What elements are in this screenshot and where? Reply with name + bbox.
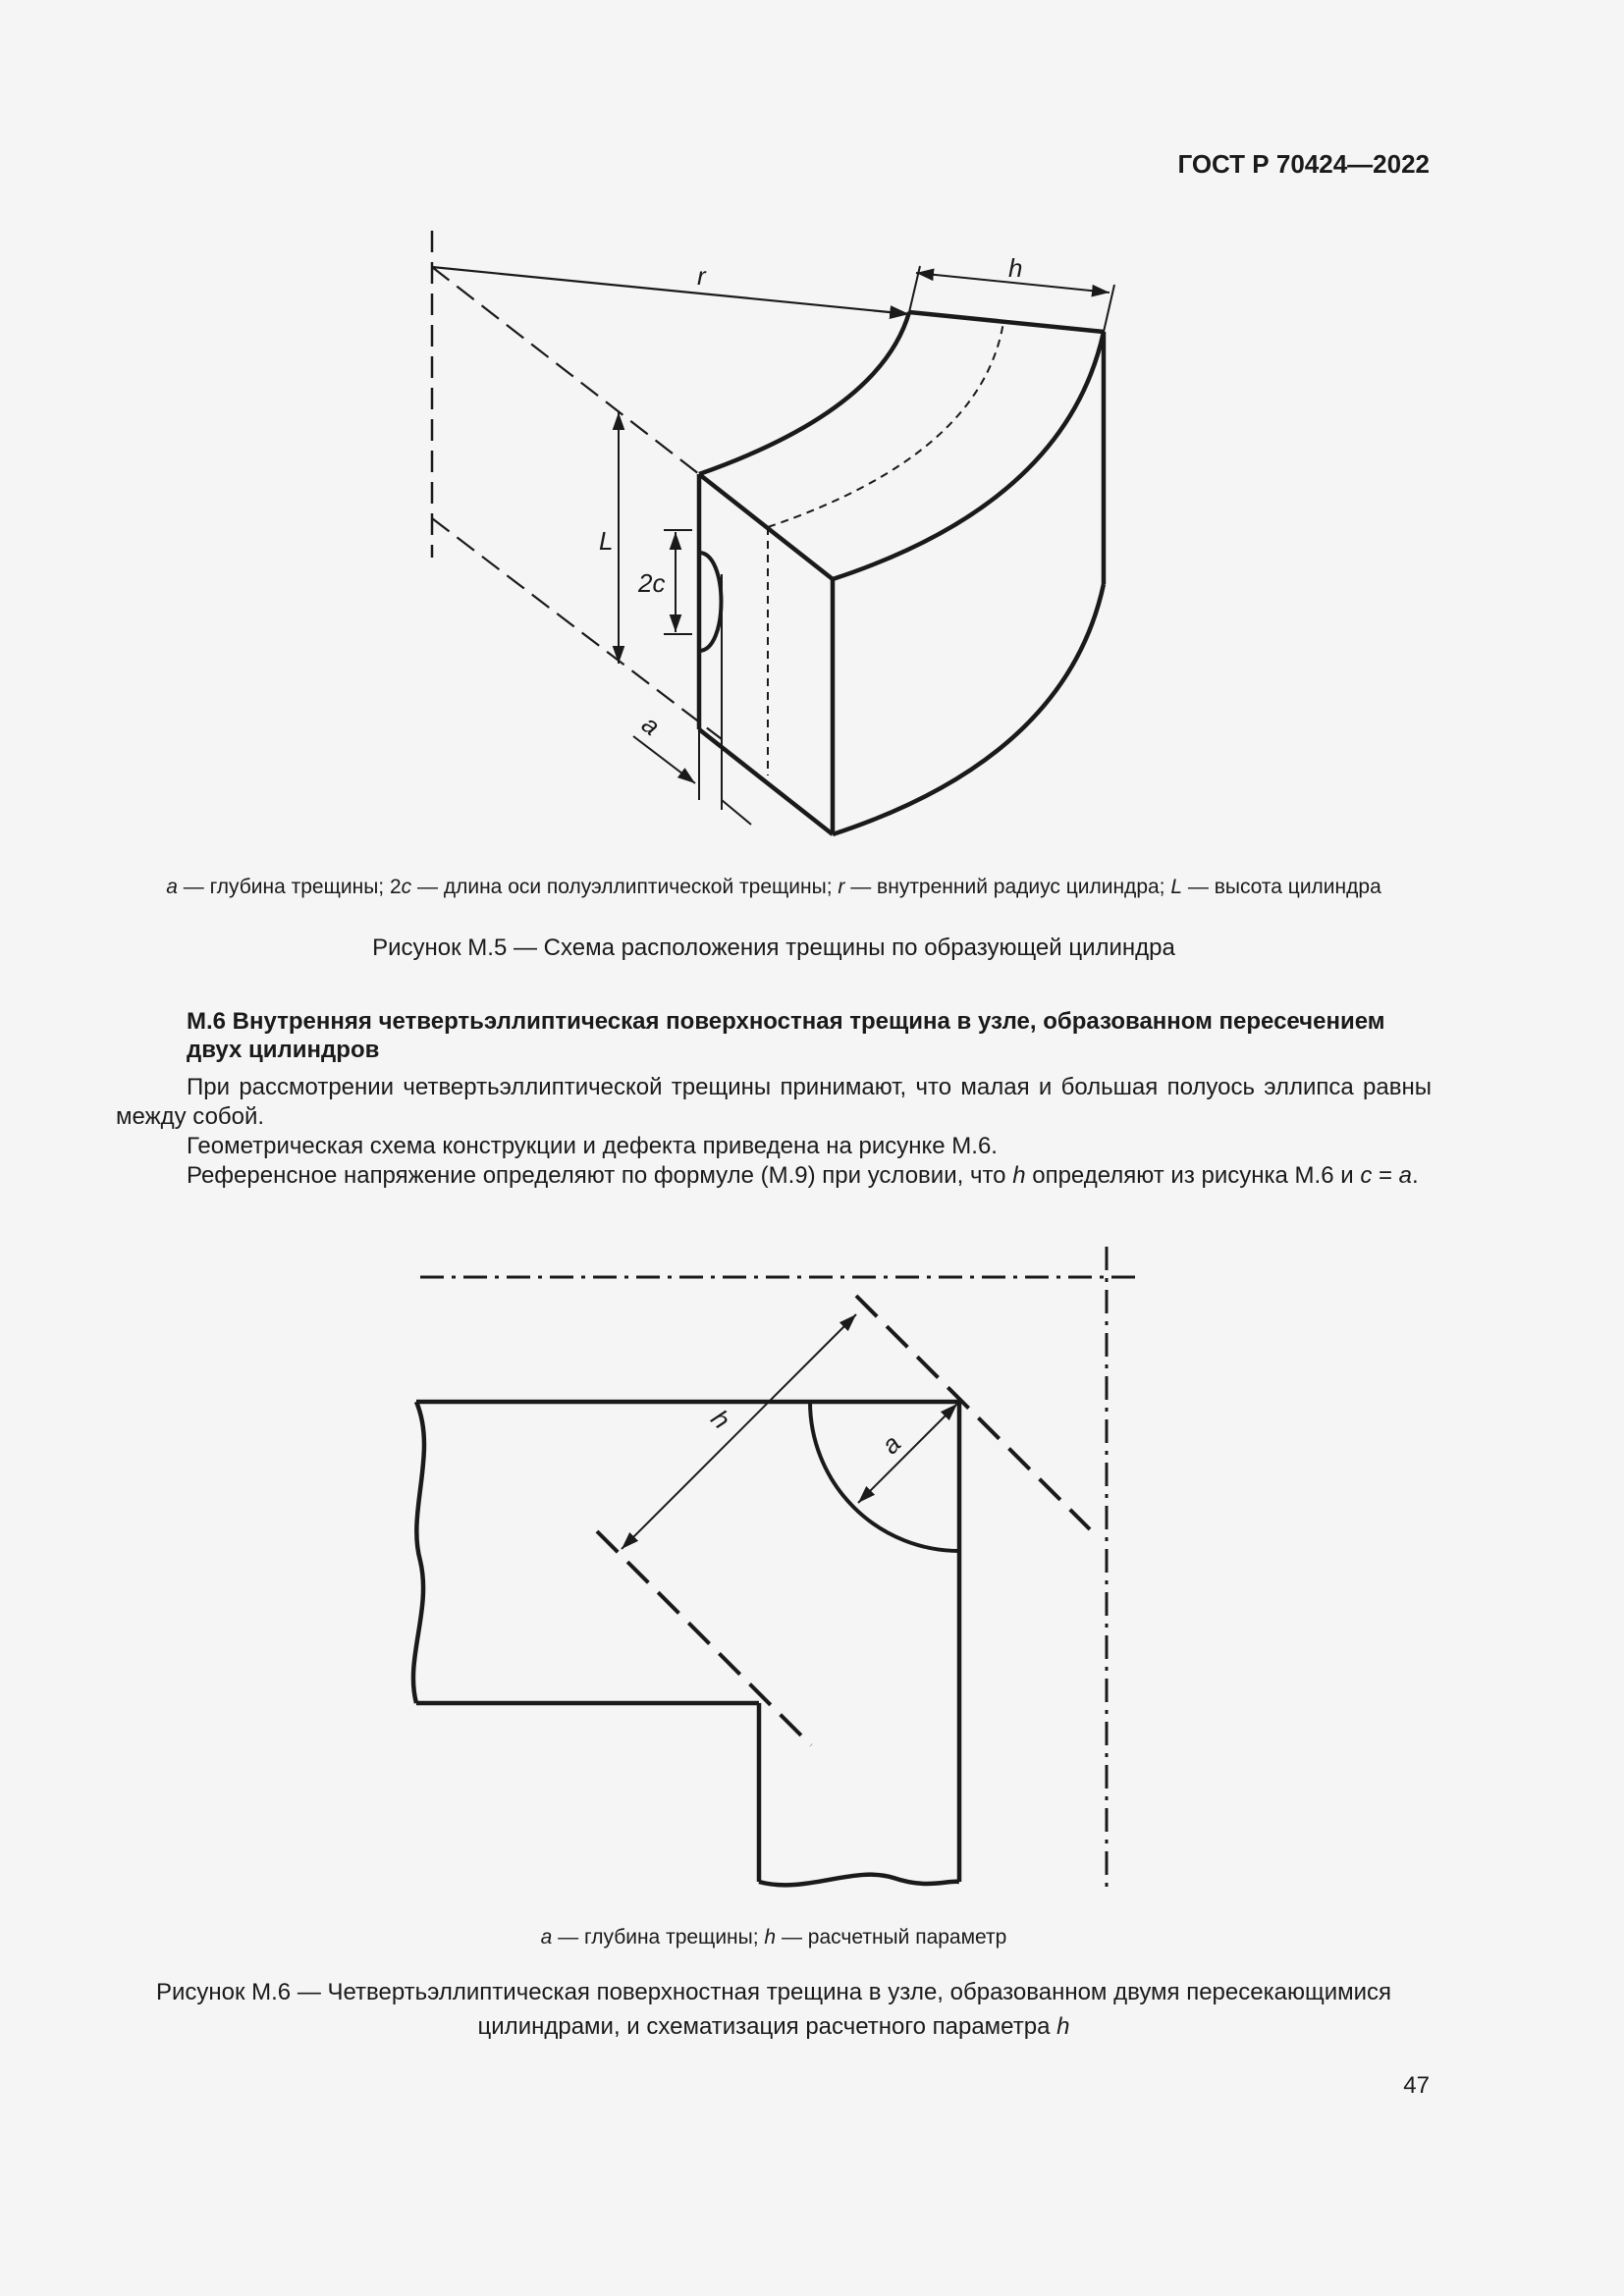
page-number: 47 [1403, 2072, 1430, 2099]
dashed-line-outer [856, 1296, 1090, 1529]
label-h: h [1008, 253, 1023, 283]
break-left [413, 1402, 424, 1703]
label-a: a [636, 709, 666, 742]
section-m6-title: М.6 Внутренняя четвертьэллиптическая поверхностная трещина в узле, образованном пересечением двух цилиндров [187, 1008, 1385, 1063]
paragraph-1: При рассмотрении четвертьэллиптической трещины принимают, что малая и большая полуось эллипса равны между собой. [116, 1074, 1432, 1130]
figure-m6-legend: a — глубина трещины; h — расчетный параметр [540, 1926, 1007, 1949]
label-2c: 2c [638, 568, 666, 598]
figure-m6-caption: Рисунок М.6 — Четвертьэллиптическая поверхностная трещина в узле, образованном двумя пересекающимися цилиндрами, и схематизация расчетного параметра h [155, 1979, 1392, 2040]
label-a: a [875, 1428, 907, 1460]
figure-m5-caption: Рисунок М.5 — Схема расположения трещины по образующей цилиндра [372, 934, 1175, 961]
label-L: L [599, 526, 614, 556]
dashed-line-inner [597, 1531, 811, 1745]
break-bottom [759, 1875, 959, 1886]
paragraph-3: Референсное напряжение определяют по формуле (М.9) при условии, что h определяют из рисунка М.6 и c = a. [187, 1162, 1419, 1189]
label-h: h [705, 1404, 736, 1435]
paragraph-2: Геометрическая схема конструкции и дефекта приведена на рисунке М.6. [187, 1133, 998, 1159]
figure-m5-legend: a — глубина трещины; 2c — длина оси полуэллиптической трещины; r — внутренний радиус цилиндра; L — высота цилиндра [166, 876, 1381, 898]
document-number: ГОСТ Р 70424—2022 [1177, 149, 1430, 179]
label-r: r [697, 261, 706, 291]
